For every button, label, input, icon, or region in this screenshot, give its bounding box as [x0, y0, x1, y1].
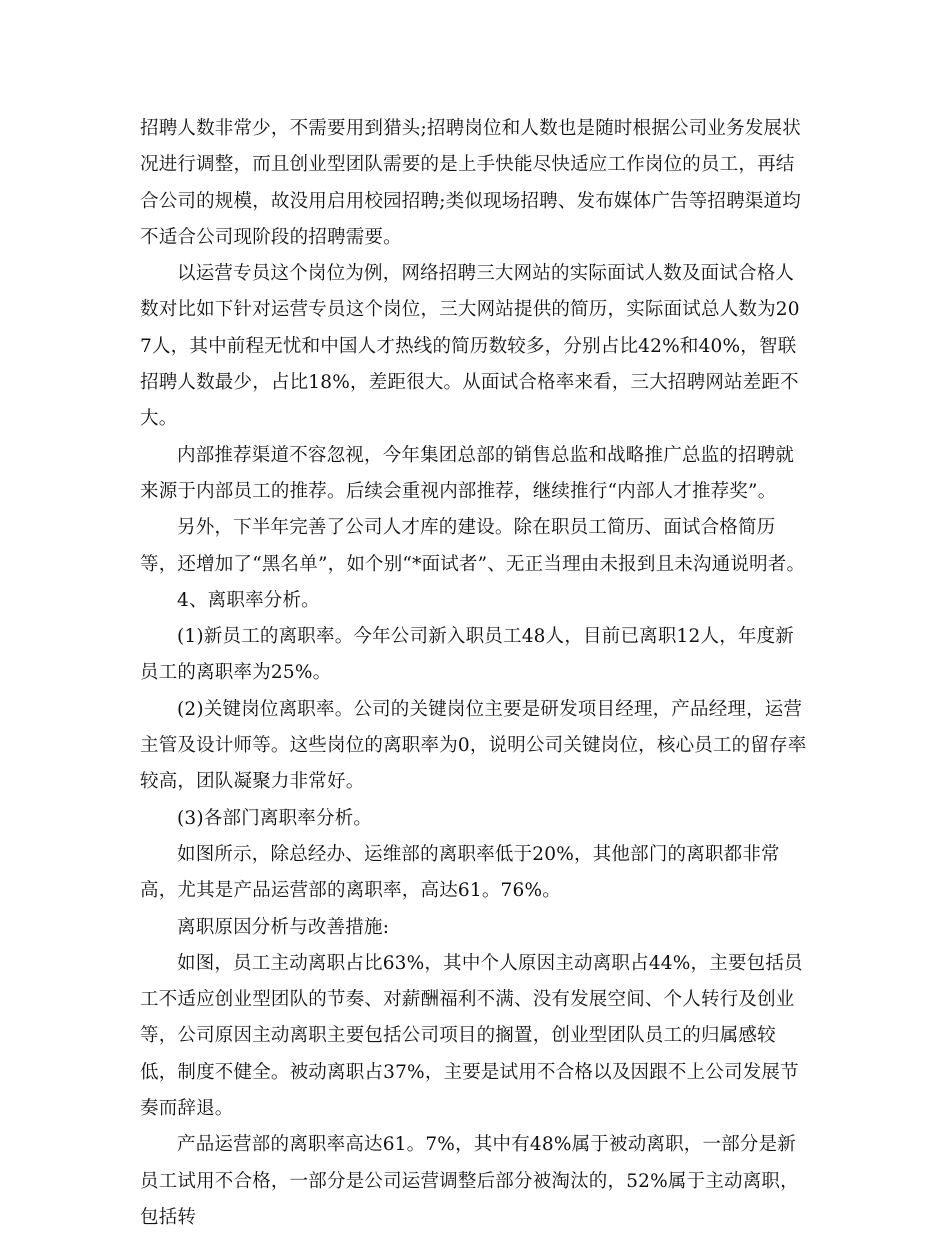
- subheading-turnover-reasons: 离职原因分析与改善措施:: [177, 916, 390, 938]
- paragraph-turnover-reasons-detail: 如图，员工主动离职占比63%，其中个人原因主动离职占44%，主要包括员工不适应创业型团队的节奏、对薪酬福利不满、没有发展空间、个人转行及创业等，公司原因主动离职主要包括公司项目的搁置，创业型团队员工的归属感较低，制度不健全。被动离职占37%，主要是试用不合格以及因跟不上公司发展节奏而辞退。: [140, 952, 803, 1120]
- section-heading-turnover-analysis: 4、离职率分析。: [177, 589, 320, 611]
- paragraph-product-operations-turnover: 产品运营部的离职率高达61。7%，其中有48%属于被动离职，一部分是新员工试用不合格，一部分是公司运营调整后部分被淘汰的，52%属于主动离职，包括转: [140, 1134, 799, 1228]
- paragraph-internal-referral: 内部推荐渠道不容忽视，今年集团总部的销售总监和战略推广总监的招聘就来源于内部员工的推荐。后续会重视内部推荐，继续推行“内部人才推荐奖”。: [140, 444, 795, 502]
- document-body: [140, 111, 810, 1236]
- paragraph-recruitment-channels: 招聘人数非常少，不需要用到猎头;招聘岗位和人数也是随时根据公司业务发展状况进行调整，而且创业型团队需要的是上手快能尽快适应工作岗位的员工，再结合公司的规模，故没用启用校园招聘;类似现场招聘、发布媒体广告等招聘渠道均不适合公司现阶段的招聘需要。: [140, 118, 801, 248]
- paragraph-talent-pool: 另外，下半年完善了公司人才库的建设。除在职员工简历、面试合格简历等，还增加了“黑名单”，如个别“*面试者”、无正当理由未报到且未沟通说明者。: [140, 517, 806, 575]
- subheading-department-turnover: (3)各部门离职率分析。: [177, 807, 373, 829]
- paragraph-department-turnover-detail: 如图所示，除总经办、运维部的离职率低于20%，其他部门的离职都非常高，尤其是产品运营部的离职率，高达61。76%。: [140, 843, 780, 902]
- paragraph-new-employee-turnover: (1)新员工的离职率。今年公司新入职员工48人，目前已离职12人，年度新员工的离职率为25%。: [140, 626, 794, 684]
- paragraph-operations-specialist-example: 以运营专员这个岗位为例，网络招聘三大网站的实际面试人数及面试合格人数对比如下针对运营专员这个岗位，三大网站提供的简历，实际面试总人数为207人，其中前程无忧和中国人才热线的简历数较多，分别占比42%和40%，智联招聘人数最少，占比18%，差距很大。从面试合格率来看，三大招聘网站差距不大。: [140, 263, 800, 430]
- paragraph-key-position-turnover: (2)关键岗位离职率。公司的关键岗位主要是研发项目经理，产品经理，运营主管及设计师等。这些岗位的离职率为0，说明公司关键岗位，核心员工的留存率较高，团队凝聚力非常好。: [140, 698, 807, 793]
